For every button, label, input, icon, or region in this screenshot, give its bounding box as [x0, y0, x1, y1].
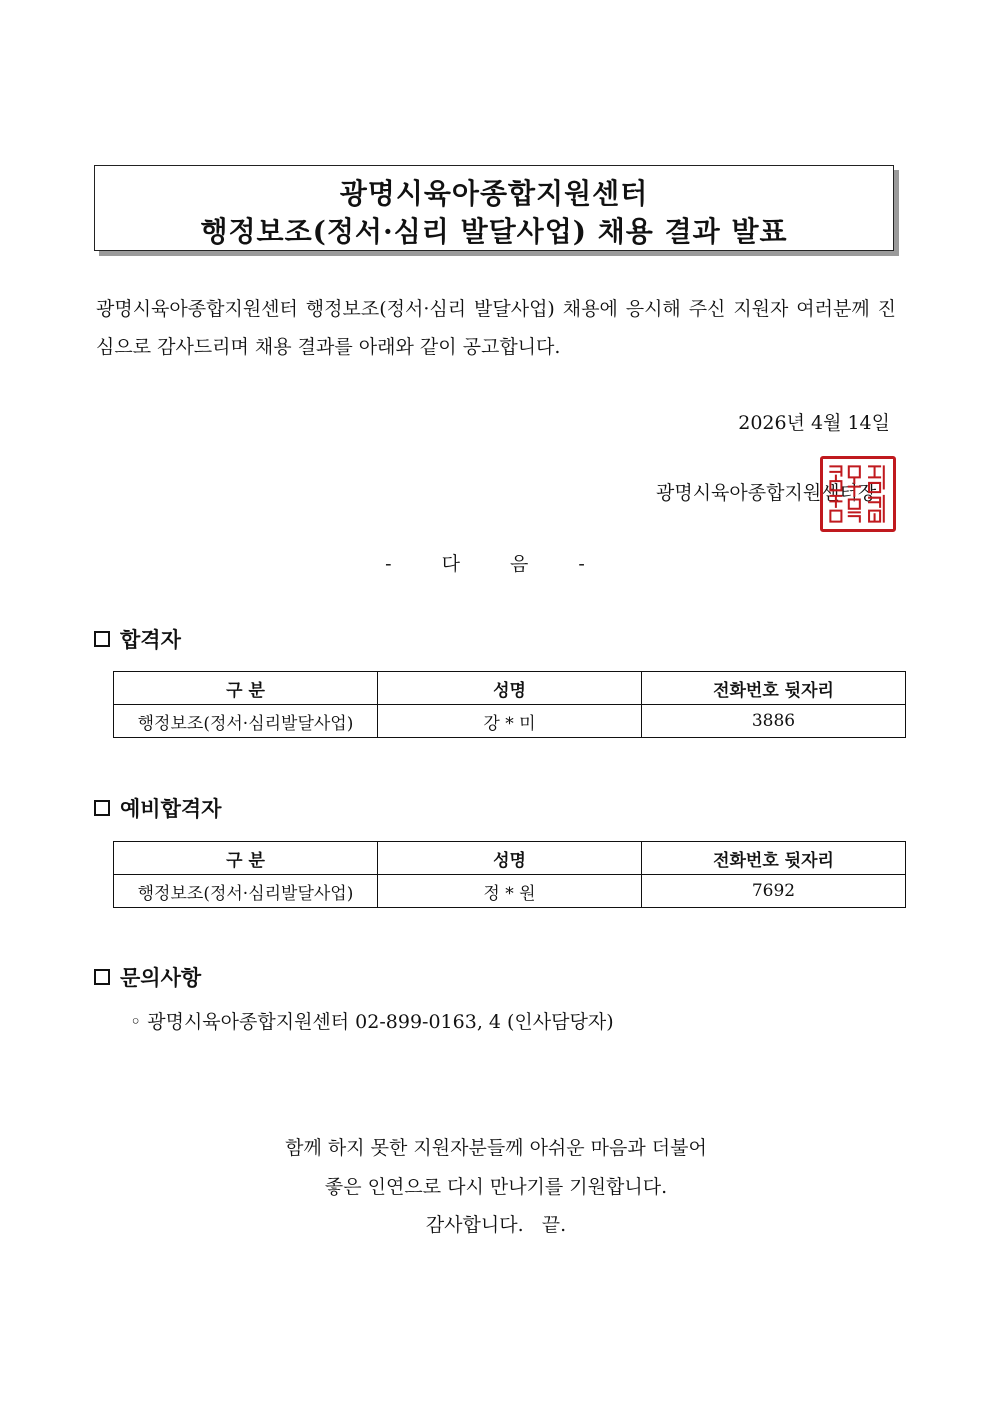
- seal-icon: [823, 459, 893, 529]
- column-header-phone: 전화번호 뒷자리: [642, 672, 906, 705]
- closing-line-1: 함께 하지 못한 지원자분들께 아쉬운 마음과 더불어: [285, 1137, 707, 1159]
- cell-name: 정 * 원: [378, 875, 642, 908]
- passed-table: [113, 671, 906, 738]
- official-seal: [820, 456, 896, 532]
- issuing-organization: 광명시육아종합지원센터장: [656, 482, 877, 504]
- column-header-phone: 전화번호 뒷자리: [642, 842, 906, 875]
- table-row: [114, 705, 906, 738]
- cell-category: 행정보조(정서·심리발달사업): [114, 875, 378, 908]
- checkbox-icon: [94, 969, 110, 985]
- column-header-name: 성명: [378, 842, 642, 875]
- cell-phone: 3886: [642, 705, 906, 738]
- section-passed-heading: [94, 624, 181, 654]
- column-header-category: 구 분: [114, 672, 378, 705]
- cell-name: 강 * 미: [378, 705, 642, 738]
- table-header-row: [114, 842, 906, 875]
- notice-marker: - 다 음 -: [385, 553, 607, 575]
- closing-line-3: 감사합니다. 끝.: [425, 1214, 567, 1236]
- table-header-row: [114, 672, 906, 705]
- intro-paragraph: 광명시육아종합지원센터 행정보조(정서·심리 발달사업) 채용에 응시해 주신 지원자 여러분께 진심으로 감사드리며 채용 결과를 아래와 같이 공고합니다.: [96, 298, 896, 358]
- page-subtitle: 행정보조(정서·심리 발달사업) 채용 결과 발표: [200, 215, 788, 248]
- cell-category: 행정보조(정서·심리발달사업): [114, 705, 378, 738]
- page-title: 광명시육아종합지원센터: [339, 177, 649, 210]
- column-header-category: 구 분: [114, 842, 378, 875]
- section-passed-title: 합격자: [120, 627, 181, 652]
- column-header-name: 성명: [378, 672, 642, 705]
- cell-phone: 7692: [642, 875, 906, 908]
- title-box: [94, 165, 894, 251]
- contact-info: ◦ 광명시육아종합지원센터 02-899-0163, 4 (인사담당자): [130, 1011, 614, 1033]
- announcement-date: 2026년 4월 14일: [738, 412, 890, 434]
- section-inquiry-title: 문의사항: [120, 965, 202, 990]
- checkbox-icon: [94, 800, 110, 816]
- section-inquiry-heading: [94, 962, 201, 992]
- reserve-table: [113, 841, 906, 908]
- checkbox-icon: [94, 631, 110, 647]
- section-reserve-title: 예비합격자: [120, 796, 222, 821]
- closing-line-2: 좋은 인연으로 다시 만나기를 기원합니다.: [324, 1176, 668, 1198]
- section-reserve-heading: [94, 793, 221, 823]
- table-row: [114, 875, 906, 908]
